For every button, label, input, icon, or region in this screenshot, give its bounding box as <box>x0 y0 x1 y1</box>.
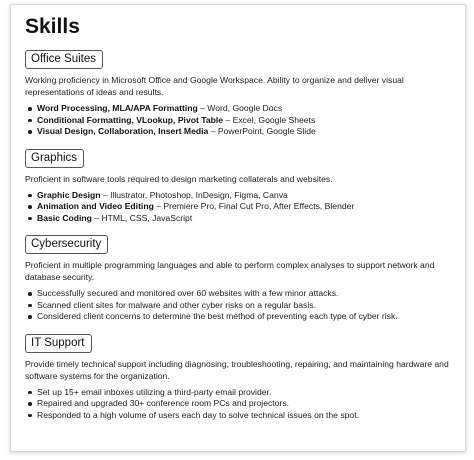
section-it-support <box>25 333 451 422</box>
section-description: Proficient in multiple programming languages and able to perform complex analyses to support network and database security. <box>25 260 435 282</box>
section-heading: Graphics <box>25 149 84 168</box>
skill-list <box>25 103 451 138</box>
skill-tools: – HTML, CSS, JavaScript <box>91 212 193 223</box>
skill-tools: – Illustrator, Photoshop, InDesign, Figma, Canva <box>100 189 288 200</box>
list-item <box>37 190 451 202</box>
skill-name: Basic Coding <box>37 212 92 223</box>
skills-card <box>10 4 466 452</box>
section-heading: IT Support <box>25 334 92 353</box>
list-item <box>37 213 451 225</box>
skill-tools: – PowerPoint, Google Slide <box>208 126 316 136</box>
skill-name: Conditional Formatting, VLookup, Pivot Table <box>37 114 224 125</box>
section-description: Working proficiency in Microsoft Office and Google Workspace. Ability to organize and deliver visual representations of ideas and results. <box>25 75 404 97</box>
skill-list <box>25 387 451 422</box>
list-item <box>37 201 451 213</box>
skill-name: Graphic Design <box>37 189 101 200</box>
page-title: Skills <box>25 15 80 38</box>
section-description: Proficient in software tools required to design marketing collaterals and websites. <box>25 173 333 184</box>
list-item: Responded to a high volume of users each day to solve technical issues on the spot. <box>37 410 451 422</box>
skill-tools: – Word, Google Docs <box>197 103 283 113</box>
list-item: Scanned client sites for malware and other cyber risks on a regular basis. <box>37 300 451 312</box>
skill-tools: – Premiere Pro, Final Cut Pro, After Effects, Blender <box>153 201 355 211</box>
section-heading: Office Suites <box>25 50 103 69</box>
section-description: Provide timely technical support including diagnosing, troubleshooting, repairing, and maintaining hardware and software systems for the organization. <box>25 358 449 381</box>
section-cybersecurity <box>25 234 451 323</box>
list-item: Successfully secured and monitored over 60 websites with a few minor attacks. <box>37 288 451 300</box>
list-item <box>37 115 451 127</box>
list-item: Set up 15+ email inboxes utilizing a third-party email provider. <box>37 387 451 399</box>
skill-list <box>25 190 451 225</box>
section-heading: Cybersecurity <box>25 235 108 254</box>
list-item <box>37 103 451 115</box>
skill-list <box>25 288 451 323</box>
list-item <box>37 126 451 138</box>
section-office-suites <box>25 49 451 138</box>
skill-tools: – Excel, Google Sheets <box>223 114 316 125</box>
skill-name: Visual Design, Collaboration, Insert Media <box>37 126 209 136</box>
list-item: Repaired and upgraded 30+ conference room PCs and projectors. <box>37 398 451 410</box>
skill-name: Animation and Video Editing <box>37 201 154 211</box>
skill-name: Word Processing, MLA/APA Formatting <box>37 103 198 113</box>
list-item: Considered client concerns to determine the best method of preventing each type of cyber risk. <box>37 311 451 323</box>
section-graphics <box>25 148 451 225</box>
